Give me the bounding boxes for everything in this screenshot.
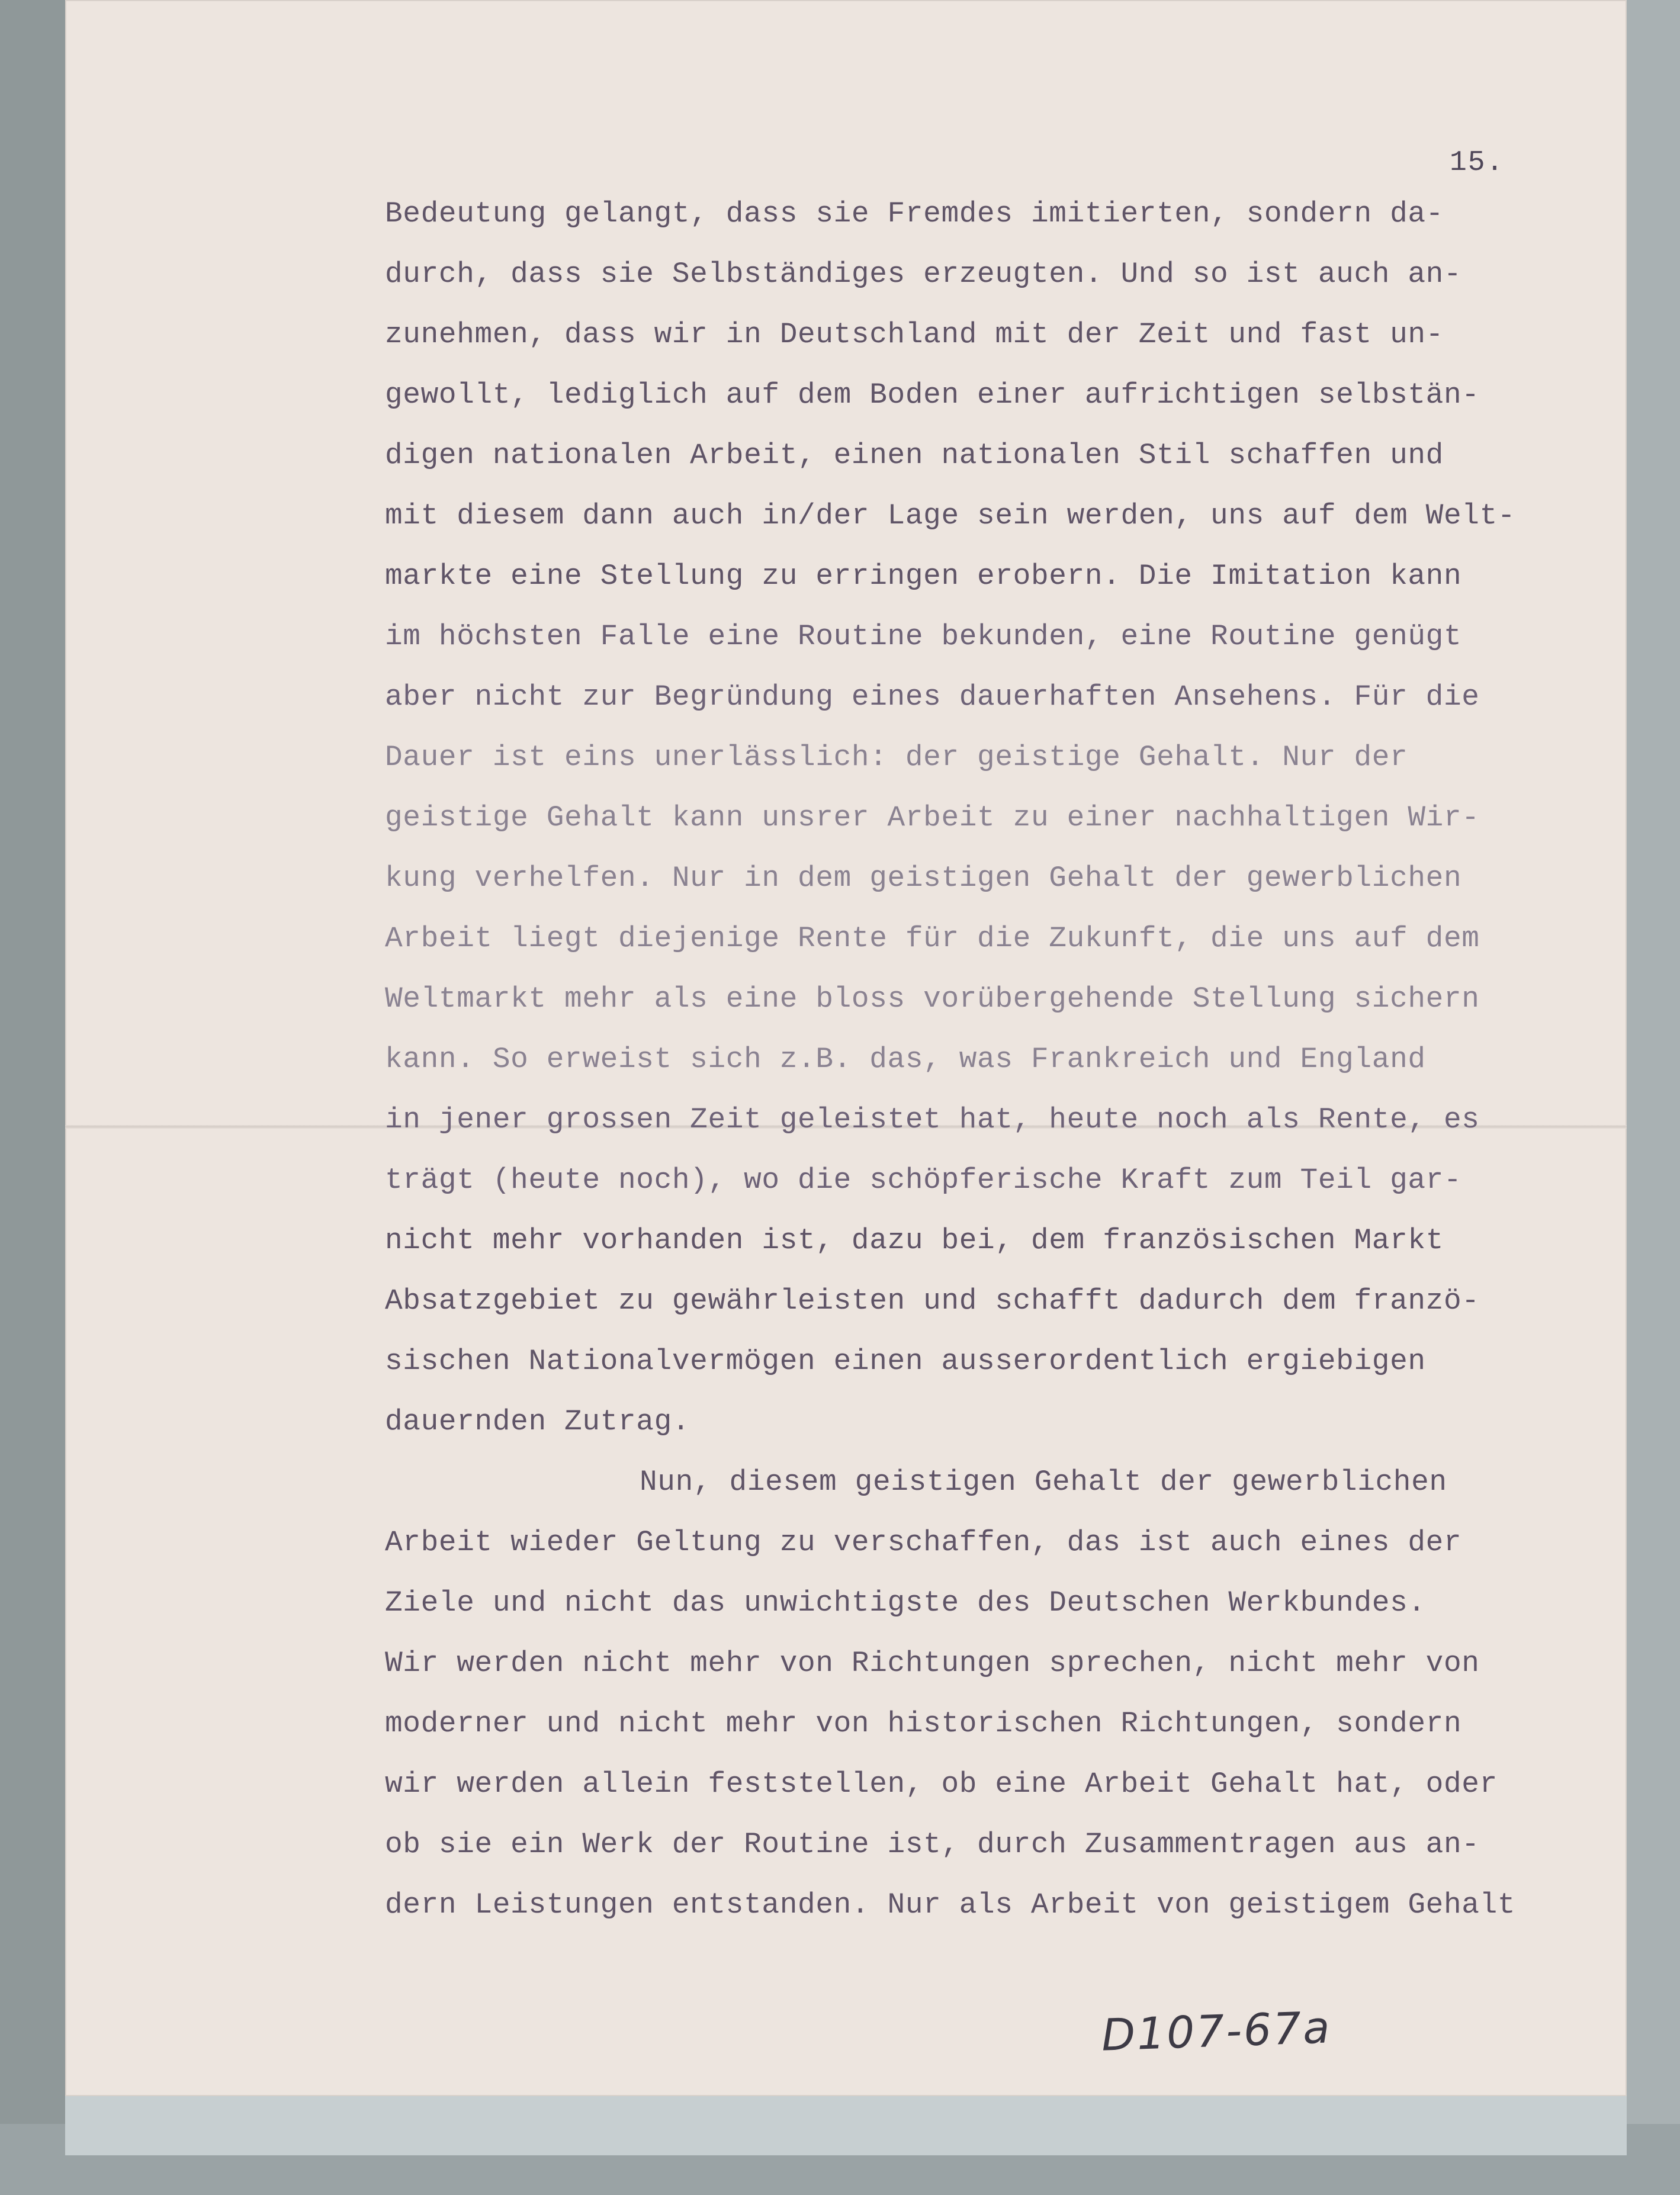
page-number: 15. — [1450, 147, 1505, 179]
body-text — [385, 184, 1611, 1935]
text-line: mit diesem dann auch in/der Lage sein werden, uns auf dem Welt- — [385, 499, 1516, 532]
tissue-strip — [65, 2096, 1627, 2155]
text-line: ob sie ein Werk der Routine ist, durch Zusammentragen aus an- — [385, 1828, 1480, 1861]
mount-left-edge — [0, 0, 65, 2195]
text-line: geistige Gehalt kann unsrer Arbeit zu einer nachhaltigen Wir- — [385, 801, 1480, 834]
text-line: trägt (heute noch), wo die schöpferische Kraft zum Teil gar- — [385, 1164, 1462, 1197]
text-line: im höchsten Falle eine Routine bekunden, eine Routine genügt — [385, 620, 1462, 653]
text-line: Arbeit wieder Geltung zu verschaffen, das ist auch eines der — [385, 1526, 1462, 1559]
text-line: digen nationalen Arbeit, einen nationalen Stil schaffen und — [385, 439, 1444, 472]
text-line: gewollt, lediglich auf dem Boden einer aufrichtigen selbstän- — [385, 378, 1480, 412]
text-line: Dauer ist eins unerlässlich: der geistige Gehalt. Nur der — [385, 741, 1408, 774]
text-line: moderner und nicht mehr von historischen Richtungen, sondern — [385, 1707, 1462, 1740]
text-line: Bedeutung gelangt, dass sie Fremdes imitierten, sondern da- — [385, 197, 1444, 230]
text-line: zunehmen, dass wir in Deutschland mit der Zeit und fast un- — [385, 318, 1444, 351]
text-line: aber nicht zur Begründung eines dauerhaften Ansehens. Für die — [385, 680, 1480, 714]
text-line: wir werden allein feststellen, ob eine Arbeit Gehalt hat, oder — [385, 1767, 1498, 1801]
text-line: Weltmarkt mehr als eine bloss vorübergehende Stellung sichern — [385, 982, 1480, 1015]
text-line: kann. So erweist sich z.B. das, was Frankreich und England — [385, 1043, 1426, 1076]
text-line: sischen Nationalvermögen einen ausserordentlich ergiebigen — [385, 1345, 1426, 1378]
text-line: durch, dass sie Selbständiges erzeugten. Und so ist auch an- — [385, 258, 1462, 291]
text-line: dauernden Zutrag. — [385, 1405, 690, 1438]
text-line: in jener grossen Zeit geleistet hat, heute noch als Rente, es — [385, 1103, 1480, 1136]
text-line: Nun, diesem geistigen Gehalt der gewerblichen — [640, 1466, 1447, 1499]
text-line: kung verhelfen. Nur in dem geistigen Gehalt der gewerblichen — [385, 862, 1462, 895]
text-line: markte eine Stellung zu erringen erobern. Die Imitation kann — [385, 560, 1462, 593]
text-line: Arbeit liegt diejenige Rente für die Zukunft, die uns auf dem — [385, 922, 1480, 955]
text-line: Wir werden nicht mehr von Richtungen sprechen, nicht mehr von — [385, 1647, 1480, 1680]
text-line: dern Leistungen entstanden. Nur als Arbeit von geistigem Gehalt — [385, 1888, 1516, 1921]
archive-label: D107-67a — [1100, 2002, 1332, 2061]
text-line: nicht mehr vorhanden ist, dazu bei, dem französischen Markt — [385, 1224, 1444, 1257]
mount-right-edge — [1627, 0, 1680, 2195]
text-line: Absatzgebiet zu gewährleisten und schafft dadurch dem franzö- — [385, 1284, 1480, 1317]
text-line: Ziele und nicht das unwichtigste des Deutschen Werkbundes. — [385, 1586, 1426, 1619]
